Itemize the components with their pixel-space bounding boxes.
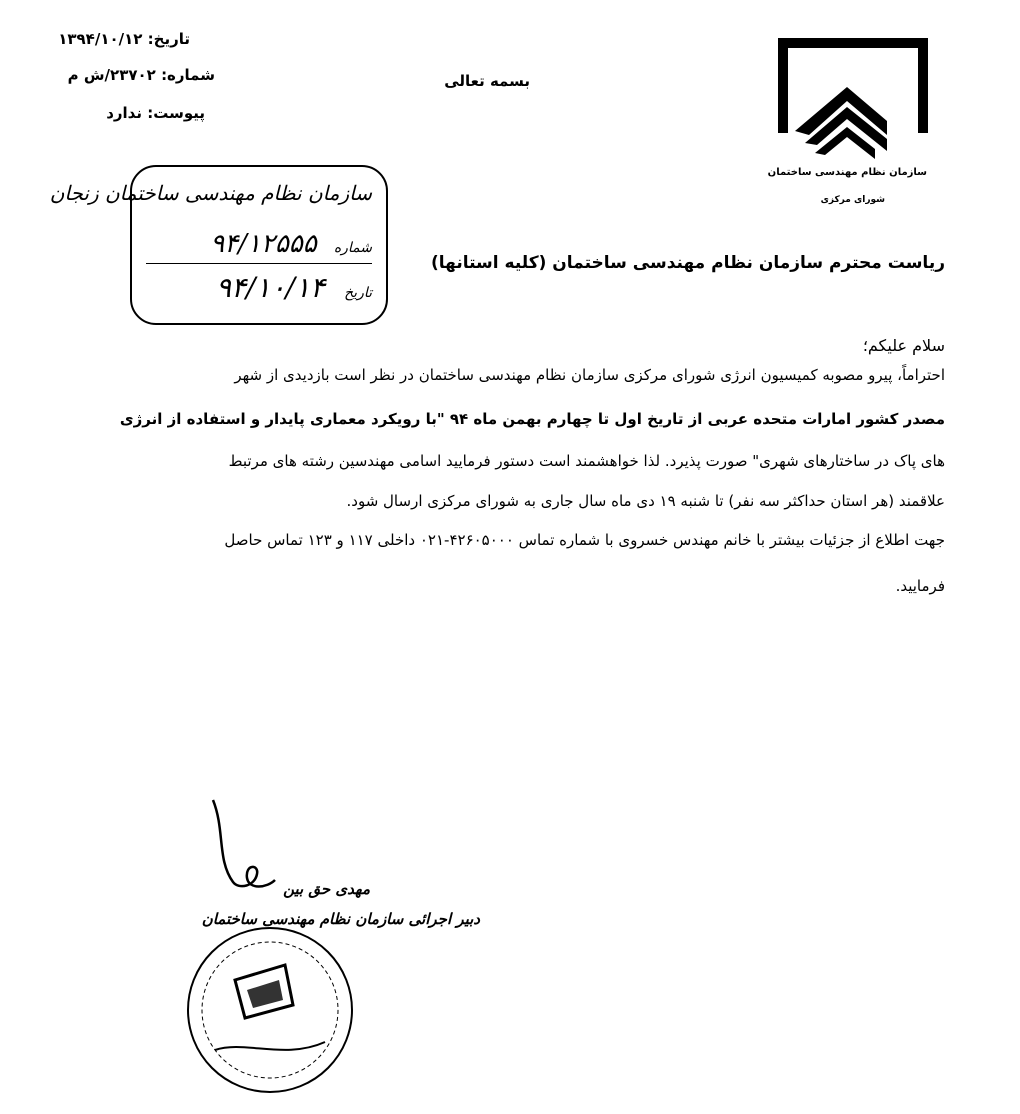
org-logo	[767, 35, 935, 215]
body-line-6: فرمایید.	[895, 577, 945, 595]
greeting: سلام علیکم؛	[862, 336, 945, 355]
stamp-divider	[146, 263, 372, 264]
body-line-1: احتراماً، پیرو مصوبه کمیسیون انرژی شورای مرکزی سازمان نظام مهندسی ساختمان در نظر است بازدیدی از شهر	[234, 366, 945, 384]
number-line	[55, 68, 215, 83]
attachment-value: ندارد	[106, 104, 142, 122]
number-label: شماره:	[161, 66, 215, 84]
received-stamp	[49, 165, 388, 325]
stamp-number-value: ۹۴/۱۲۵۵۵	[210, 229, 317, 259]
date-value: ۱۳۹۴/۱۰/۱۲	[58, 30, 143, 48]
recipient: ریاست محترم سازمان نظام مهندسی ساختمان (کلیه استانها)	[430, 253, 945, 273]
attachment-line	[100, 106, 205, 121]
number-value: ۲۳۷۰۲/ش م	[67, 66, 156, 84]
official-round-seal	[175, 910, 375, 1100]
date-label: تاریخ:	[147, 30, 190, 48]
house-logo-icon	[775, 35, 935, 175]
body-line-3: های پاک در ساختارهای شهری" صورت پذیرد. لذا خواهشمند است دستور فرمایید اسامی مهندسین رشته های مرتبط	[228, 452, 945, 470]
stamp-number-row	[146, 229, 372, 263]
signer-name: مهدی حق بین	[283, 880, 370, 898]
logo-council: شورای مرکزی	[820, 195, 885, 205]
logo-org-name: سازمان نظام مهندسی ساختمان	[767, 167, 927, 178]
body-line-4: علاقمند (هر استان حداکثر سه نفر) تا شنبه ۱۹ دی ماه سال جاری به شورای مرکزی ارسال شود.	[346, 492, 945, 510]
stamp-number-label: شماره	[333, 240, 372, 256]
stamp-date-label: تاریخ	[344, 285, 372, 301]
body-line-5: جهت اطلاع از جزئیات بیشتر با خانم مهندس خسروی با شماره تماس ۴۲۶۰۵۰۰۰-۰۲۱ داخلی ۱۱۷ و ۱۲۳ تماس حاصل	[224, 531, 945, 549]
stamp-org: سازمان نظام مهندسی ساختمان زنجان	[49, 181, 372, 205]
round-seal-icon	[175, 910, 375, 1100]
date-line	[60, 32, 190, 47]
body-line-2: مصدر کشور امارات متحده عربی از تاریخ اول تا چهارم بهمن ماه ۹۴ "با رویکرد معماری پایدار و استفاده از انرژی	[119, 410, 945, 428]
attachment-label: پیوست:	[147, 104, 205, 122]
signer-position: دبیر اجرائی سازمان نظام مهندسی ساختمان	[201, 910, 480, 928]
invocation: بسمه تعالی	[444, 72, 530, 90]
stamp-date-row	[146, 271, 372, 307]
stamp-date-value: ۹۴/۱۰/۱۴	[215, 271, 326, 304]
